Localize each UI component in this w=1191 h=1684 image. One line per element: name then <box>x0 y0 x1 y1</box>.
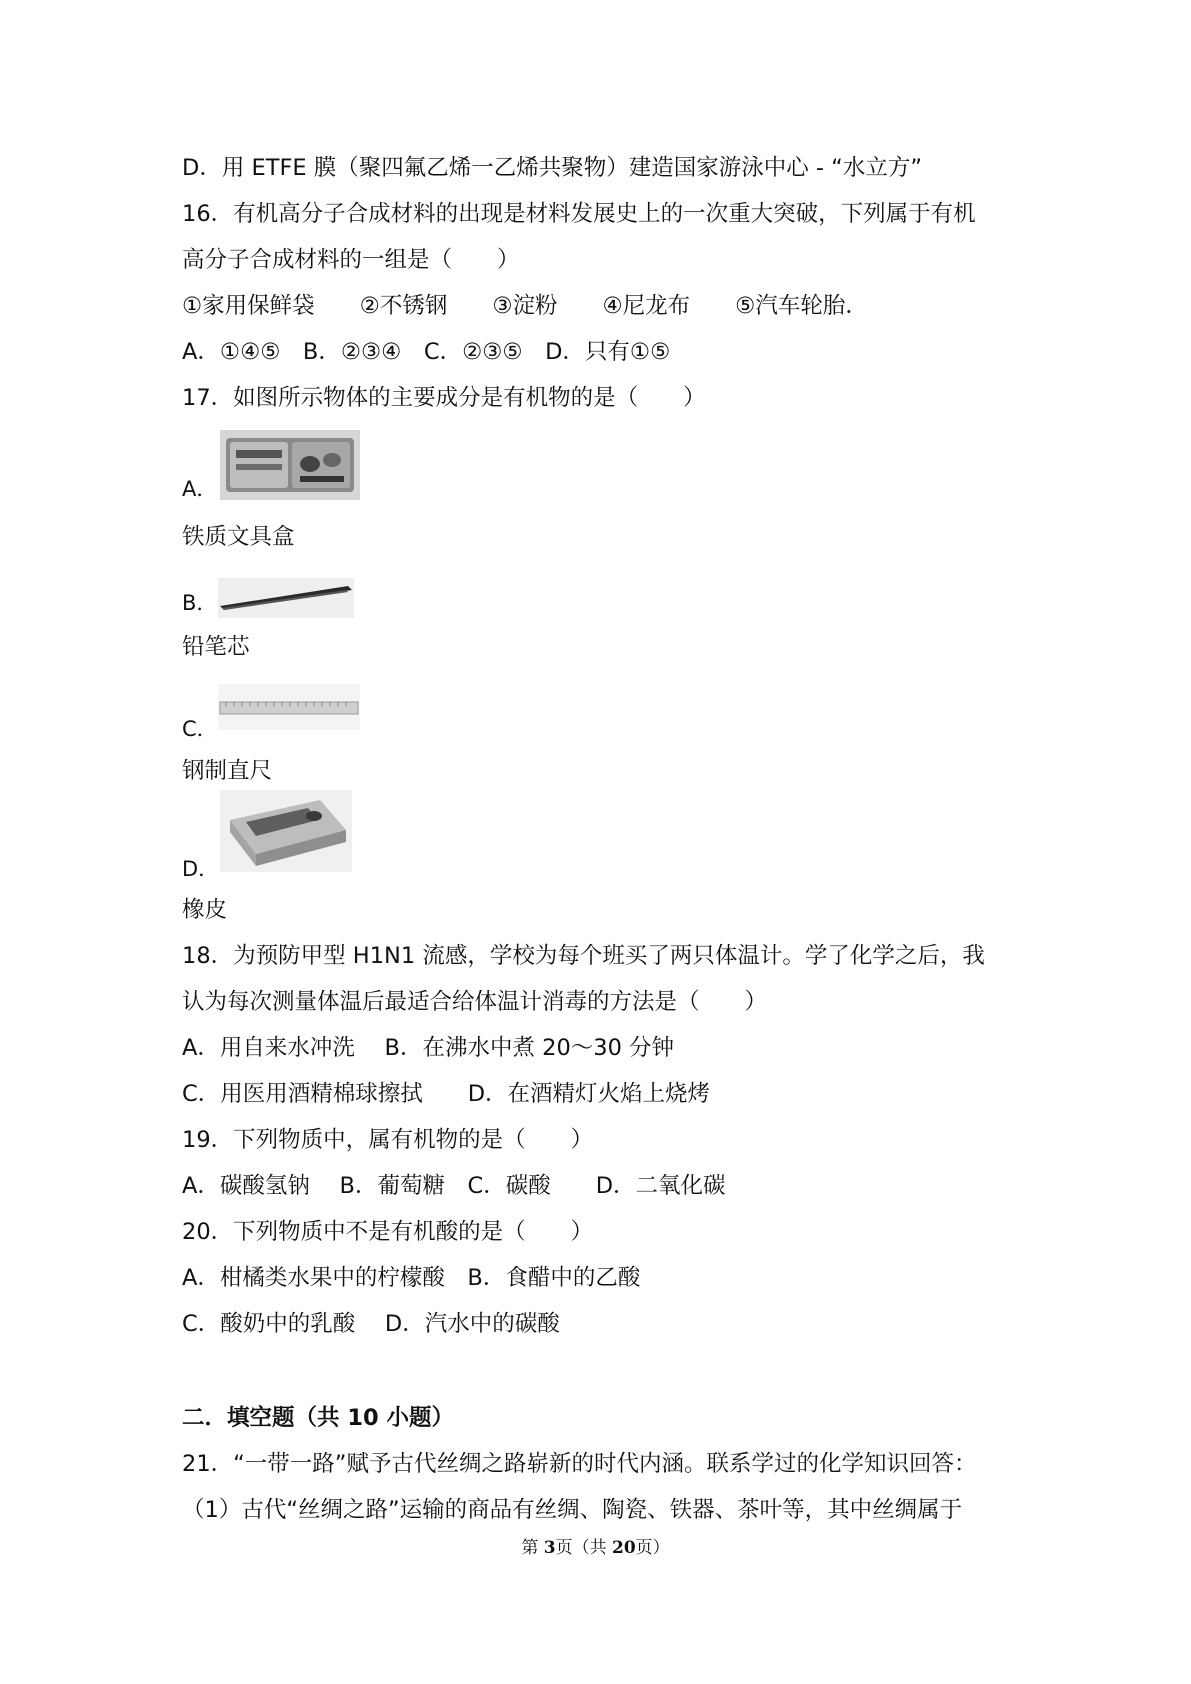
q16-stem-line1: 16．有机高分子合成材料的出现是材料发展史上的一次重大突破，下列属于有机 <box>182 201 976 227</box>
q17-stem: 17．如图所示物体的主要成分是有机物的是（ ） <box>182 385 706 411</box>
q20-stem: 20．下列物质中不是有机酸的是（ ） <box>182 1219 594 1245</box>
q17-option-c-letter: C． <box>182 717 218 741</box>
footer-mid: 页（共 <box>555 1538 612 1558</box>
q21-part1: （1）古代“丝绸之路”运输的商品有丝绸、陶瓷、铁器、茶叶等，其中丝绸属于 <box>182 1497 963 1523</box>
q18-options-line2: C．用医用酒精棉球擦拭 D．在酒精灯火焰上烧烤 <box>182 1081 711 1107</box>
q18-stem-line2: 认为每次测量体温后最适合给体温计消毒的方法是（ ） <box>182 989 768 1015</box>
q19-stem: 19．下列物质中，属有机物的是（ ） <box>182 1127 594 1153</box>
pencil-lead-image <box>218 578 354 618</box>
q17-option-b-caption: 铅笔芯 <box>182 634 250 660</box>
q17-option-b-letter: B． <box>182 591 218 615</box>
section-heading: 二．填空题（共 10 小题） <box>182 1405 454 1431</box>
steel-ruler-image <box>218 684 360 730</box>
q15-option-d: D．用 ETFE 膜（聚四氟乙烯一乙烯共聚物）建造国家游泳中心 - “水立方” <box>182 155 922 181</box>
q16-items: ①家用保鲜袋 ②不锈钢 ③淀粉 ④尼龙布 ⑤汽车轮胎． <box>182 293 868 319</box>
q19-options: A．碳酸氢钠 B．葡萄糖 C．碳酸 D．二氧化碳 <box>182 1173 726 1199</box>
q17-option-c-caption: 钢制直尺 <box>182 758 273 784</box>
q20-options-line2: C．酸奶中的乳酸 D．汽水中的碳酸 <box>182 1311 560 1337</box>
footer-page-number: 3 <box>543 1538 556 1558</box>
q17-option-a-caption: 铁质文具盒 <box>182 524 295 550</box>
q18-stem-line1: 18．为预防甲型 H1N1 流感，学校为每个班买了两只体温计。学了化学之后，我 <box>182 943 985 969</box>
q17-option-d-letter: D． <box>182 857 220 881</box>
q17-option-a-letter: A． <box>182 477 218 501</box>
footer-prefix: 第 <box>521 1538 544 1558</box>
q16-options: A．①④⑤ B．②③④ C．②③⑤ D．只有①⑤ <box>182 339 671 365</box>
q20-options-line1: A．柑橘类水果中的柠檬酸 B．食醋中的乙酸 <box>182 1265 641 1291</box>
pencil-box-image <box>220 430 360 500</box>
q21-stem: 21．“一带一路”赋予古代丝绸之路崭新的时代内涵。联系学过的化学知识回答： <box>182 1451 977 1477</box>
q16-stem-line2: 高分子合成材料的一组是（ ） <box>182 247 520 273</box>
q18-options-line1: A．用自来水冲洗 B．在沸水中煮 20～30 分钟 <box>182 1035 675 1061</box>
page-footer <box>0 1537 1191 1559</box>
eraser-image <box>220 790 352 872</box>
footer-total-pages: 20 <box>611 1538 636 1558</box>
q17-option-d-caption: 橡皮 <box>182 897 228 923</box>
footer-suffix: 页） <box>635 1538 670 1558</box>
